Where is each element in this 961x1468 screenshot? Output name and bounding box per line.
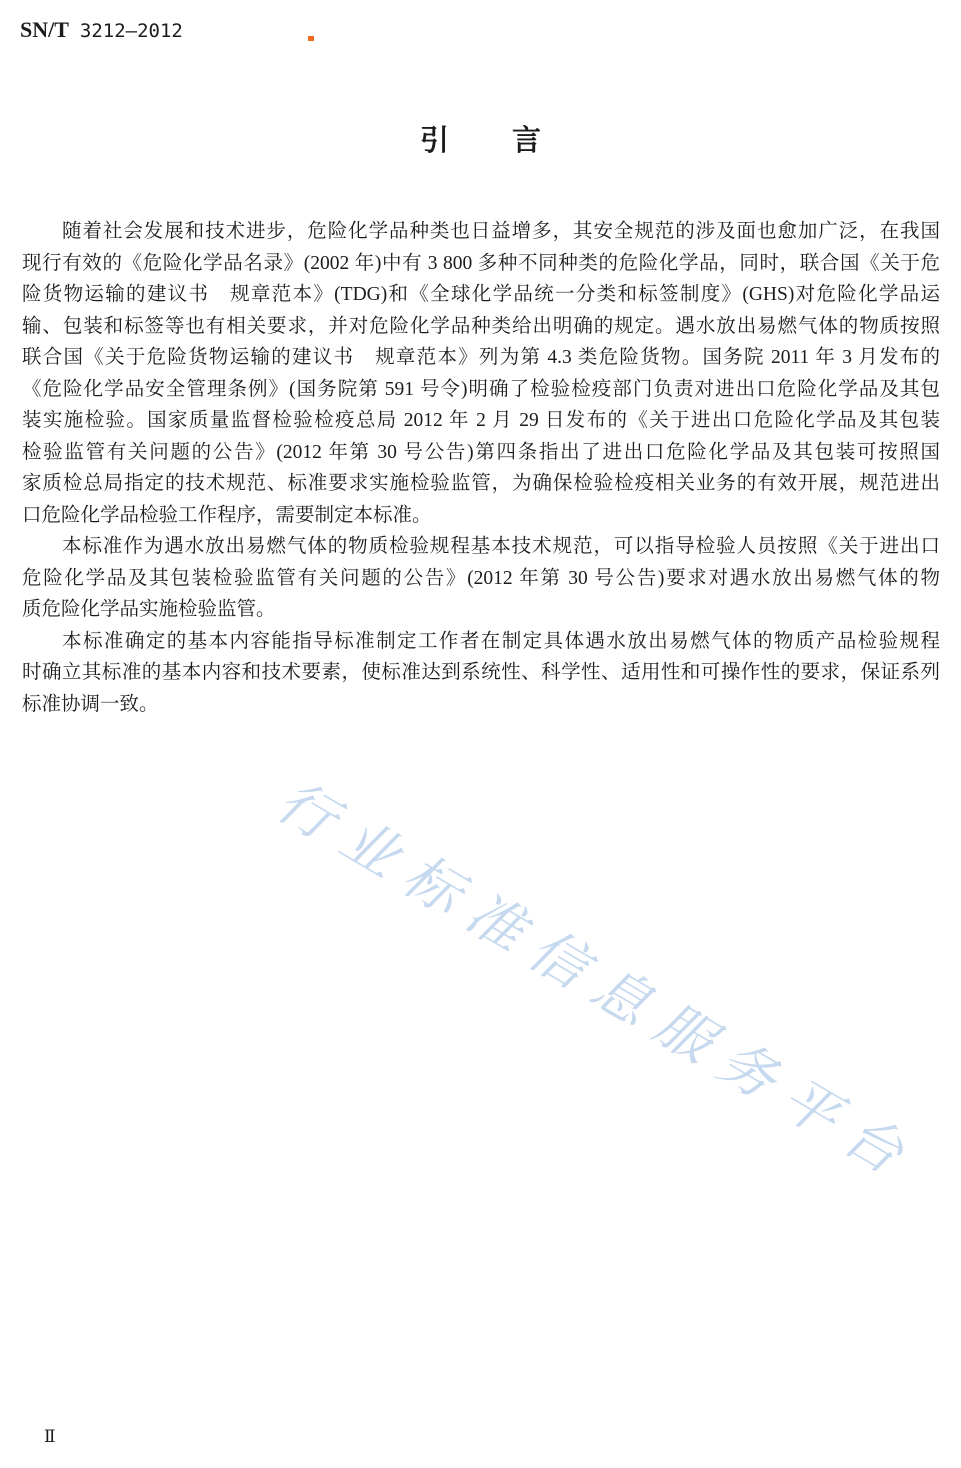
paragraph-3 [22,626,940,721]
orange-mark [308,36,314,41]
paragraph-line: 家质检总局指定的技术规范、标准要求实施检验监管，为确保检验检疫相关业务的有效开展，规范进出 [22,473,940,494]
standard-code [20,17,183,43]
paragraph-line: 标准协调一致。 [22,693,159,715]
paragraph-line: 质危险化学品实施检验监管。 [22,599,276,620]
paragraph-2 [22,531,940,626]
paragraph-line: 随着社会发展和技术进步，危险化学品种类也日益增多，其安全规范的涉及面也愈加广泛，在我国 [62,221,940,242]
section-title: 引言 [419,123,604,157]
paragraph-line: 危险化学品及其包装检验监管有关问题的公告》(2012 年第 30 号公告)要求对遇水放出易燃气体的物 [22,567,940,589]
paragraph-line: 《危险化学品安全管理条例》(国务院第 591 号令)明确了检验检疫部门负责对进出口危险化学品及其包 [22,378,940,400]
standard-code-number: 3212—2012 [79,20,183,42]
watermark: 行业标准信息服务平台 [266,768,928,1196]
introduction-body [22,216,940,720]
paragraph-line: 装实施检验。国家质量监督检验检疫总局 2012 年 2 月 29 日发布的《关于进出口危险化学品及其包装 [22,410,940,431]
paragraph-1 [22,216,940,531]
paragraph-line: 口危险化学品检验工作程序，需要制定本标准。 [22,504,432,526]
paragraph-line: 检验监管有关问题的公告》(2012 年第 30 号公告)第四条指出了进出口危险化学品及其包装可按照国 [22,441,940,463]
paragraph-line: 现行有效的《危险化学品名录》(2002 年)中有 3 800 多种不同种类的危险化学品，同时，联合国《关于危 [22,252,940,274]
paragraph-line: 本标准作为遇水放出易燃气体的物质检验规程基本技术规范，可以指导检验人员按照《关于进出口 [62,536,940,557]
paragraph-line: 输、包装和标签等也有相关要求，并对危险化学品种类给出明确的规定。遇水放出易燃气体的物质按照 [22,315,940,337]
page-number: Ⅱ [44,1427,56,1446]
paragraph-line: 本标准确定的基本内容能指导标准制定工作者在制定具体遇水放出易燃气体的物质产品检验规程 [62,630,940,652]
paragraph-line: 时确立其标准的基本内容和技术要素，使标准达到系统性、科学性、适用性和可操作性的要求，保证系列 [22,662,940,683]
standard-code-prefix: SN/T [20,17,69,42]
paragraph-line: 联合国《关于危险货物运输的建议书 规章范本》列为第 4.3 类危险货物。国务院 2011 年 3 月发布的 [22,347,940,368]
paragraph-line: 险货物运输的建议书 规章范本》(TDG)和《全球化学品统一分类和标签制度》(GHS)对危险化学品运 [22,284,940,305]
